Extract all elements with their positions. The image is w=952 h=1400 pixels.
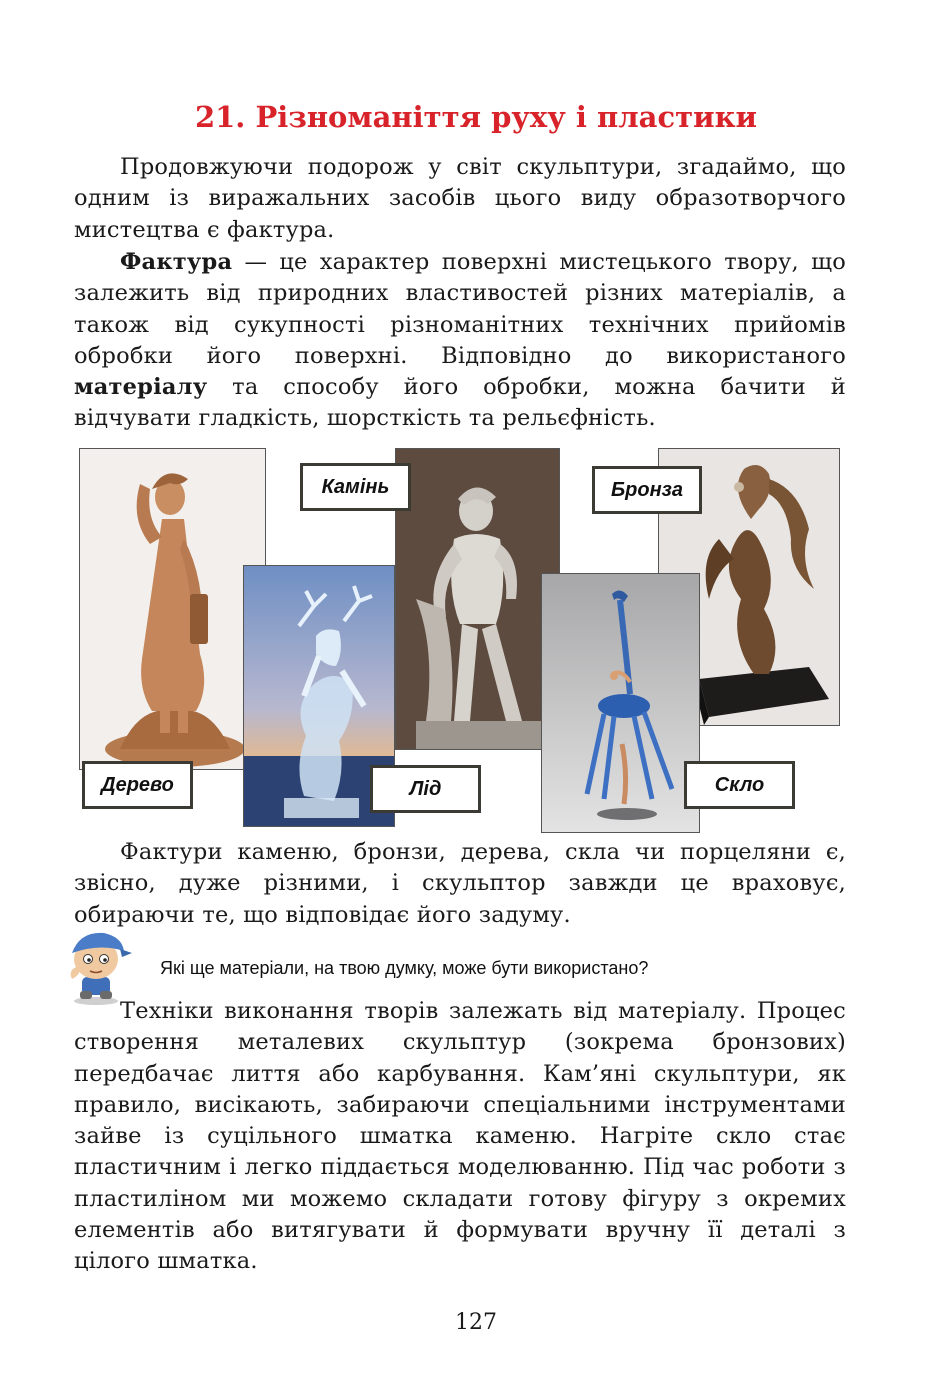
label-bronze: Бронза (592, 466, 702, 514)
definition-paragraph (74, 247, 846, 435)
definition-text-2: та способу його обробки, можна бачити й відчувати гладкість, шорсткість та рельєфність. (74, 374, 846, 432)
page-title: 21. Різноманіття руху і пластики (194, 100, 758, 134)
term-material: матеріалу (74, 374, 208, 401)
label-stone: Камінь (300, 463, 411, 511)
techniques-paragraph: Техніки виконання творів залежать від матеріалу. Процес створення металевих скульптур (зокрема бронзових) передбачає лиття або карбування. Кам’яні скульптури, як правило, висікають, забираючи спеціальними інструментами зайве із суцільного шматка каменю. Нагріте скло стає пластичним і легко піддається моделюванню. Під час роботи з пластиліном ми можемо складати готову фігуру з окремих елементів або витягувати й формувати вручну її деталі з цілого шматка. (74, 998, 846, 1275)
wood-sculpture-photo (79, 448, 266, 770)
stone-sculpture-photo (395, 448, 560, 750)
glass-sculpture-photo (541, 573, 700, 833)
textures-paragraph: Фактури каменю, бронзи, дерева, скла чи порцеляни є, звісно, дуже різними, і скульптор завжди це враховує, обираючи те, що відповідає його задуму. (74, 839, 846, 928)
boy-mascot-icon (60, 925, 134, 1005)
definition-text-1: — це характер поверхні мистецького твору, що залежить від природних властивостей різних матеріалів, а також від сукупності різноманітних технічних прийомів обробки його поверхні. Відповідно до використаного (74, 249, 846, 369)
label-wood: Дерево (82, 761, 193, 809)
label-glass: Скло (684, 761, 795, 809)
label-ice: Лід (370, 765, 481, 813)
question-prompt: Які ще матеріали, на твою думку, може бути використано? (160, 958, 649, 978)
intro-paragraph: Продовжуючи подорож у світ скульптури, згадаймо, що одним із виражальних засобів цього виду образотворчого мистецтва є фактура. (74, 154, 846, 243)
term-faktura: Фактура (120, 249, 233, 275)
page-number: 127 (455, 1310, 497, 1335)
